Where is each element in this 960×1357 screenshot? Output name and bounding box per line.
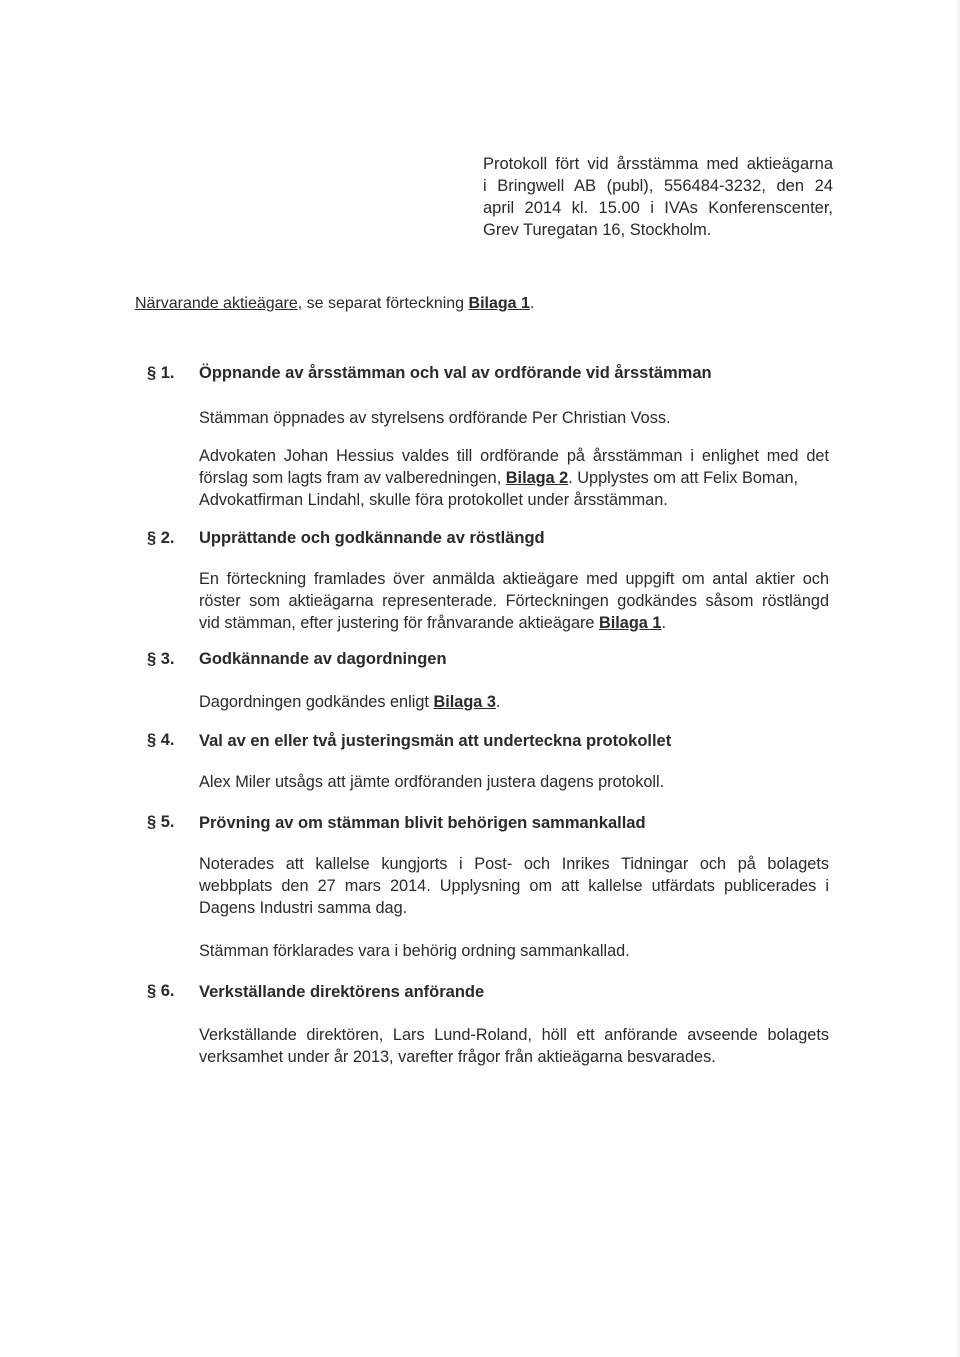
- paragraph-line: [199, 467, 829, 489]
- text-segment: vid stämman, efter justering för frånvarande aktieägare: [199, 614, 599, 632]
- section-number: § 1.: [147, 364, 175, 382]
- paragraph-line: röster som aktieägarna representerade. Förteckningen godkändes såsom röstlängd: [199, 592, 829, 610]
- header-line-2: i Bringwell AB (publ), 556484-3232, den 24: [483, 177, 833, 195]
- section-number: § 4.: [147, 731, 175, 749]
- paragraph-line: [199, 691, 829, 713]
- paragraph-line: Advokatfirman Lindahl, skulle föra protokollet under årsstämman.: [199, 491, 668, 509]
- attendees-label: Närvarande aktieägare: [135, 295, 298, 312]
- text-segment: .: [495, 693, 501, 711]
- section-title: Verkställande direktörens anförande: [199, 983, 485, 1001]
- section-number: § 3.: [147, 650, 175, 668]
- header-line-4: Grev Turegatan 16, Stockholm.: [483, 221, 712, 239]
- section-paragraph: [199, 771, 829, 793]
- paragraph-line: Verkställande direktören, Lars Lund-Roland, höll ett anförande avseende bolagets: [199, 1026, 829, 1044]
- paragraph-line: Stämman förklarades vara i behörig ordning sammankallad.: [199, 942, 630, 960]
- section-title: Prövning av om stämman blivit behörigen sammankallad: [199, 814, 646, 832]
- text-segment: . Upplystes om att Felix Boman,: [568, 469, 799, 487]
- section-paragraph: [199, 1024, 829, 1068]
- paragraph-line: [199, 612, 829, 634]
- paragraph-line: Alex Miler utsågs att jämte ordföranden justera dagens protokoll.: [199, 773, 665, 791]
- attendees-text: , se separat förteckning: [297, 295, 469, 312]
- paragraph-line: webbplats den 27 mars 2014. Upplysning om att kallelse utfärdats publicerades i: [199, 877, 829, 895]
- paragraph-line: Dagens Industri samma dag.: [199, 899, 408, 917]
- section-paragraph: [199, 691, 829, 713]
- text-segment: förslag som lagts fram av valberedningen,: [199, 469, 506, 487]
- attachment-ref: Bilaga 2: [505, 469, 569, 487]
- paragraph-line: En förteckning framlades över anmälda aktieägare med uppgift om antal aktier och: [199, 570, 829, 588]
- section-title: Öppnande av årsstämman och val av ordförande vid årsstämman: [199, 364, 712, 382]
- section-paragraph: [199, 568, 829, 634]
- attachment-ref: Bilaga 3: [433, 693, 496, 711]
- section-title: Upprättande och godkännande av röstlängd: [199, 529, 545, 547]
- attendees-end: .: [529, 295, 535, 312]
- page-edge-shadow: [954, 0, 960, 1357]
- section-paragraph: [199, 445, 829, 511]
- section-number: § 2.: [147, 529, 175, 547]
- section-paragraph: [199, 940, 829, 962]
- header-line-3: april 2014 kl. 15.00 i IVAs Konferenscenter,: [483, 199, 833, 217]
- section-title: Val av en eller två justeringsmän att underteckna protokollet: [199, 732, 672, 750]
- text-segment: .: [661, 614, 666, 632]
- section-number: § 6.: [147, 982, 175, 1000]
- section-paragraph: [199, 407, 829, 429]
- section-title: Godkännande av dagordningen: [199, 650, 447, 668]
- attachment-ref: Bilaga 1: [599, 614, 662, 632]
- section-number: § 5.: [147, 813, 175, 831]
- paragraph-line: verksamhet under år 2013, varefter frågor från aktieägarna besvarades.: [199, 1048, 716, 1066]
- attendees-line: [135, 295, 534, 313]
- protocol-header: [483, 153, 833, 241]
- section-paragraph: [199, 853, 829, 919]
- paragraph-line: Advokaten Johan Hessius valdes till ordförande på årsstämman i enlighet med det: [199, 447, 829, 465]
- header-line-1: Protokoll fört vid årsstämma med aktieägarna: [483, 155, 833, 173]
- paragraph-line: Noterades att kallelse kungjorts i Post- och Inrikes Tidningar och på bolagets: [199, 855, 829, 873]
- text-segment: Dagordningen godkändes enligt: [199, 693, 434, 711]
- paragraph-line: Stämman öppnades av styrelsens ordförande Per Christian Voss.: [199, 409, 671, 427]
- attachment-ref: Bilaga 1: [468, 295, 530, 312]
